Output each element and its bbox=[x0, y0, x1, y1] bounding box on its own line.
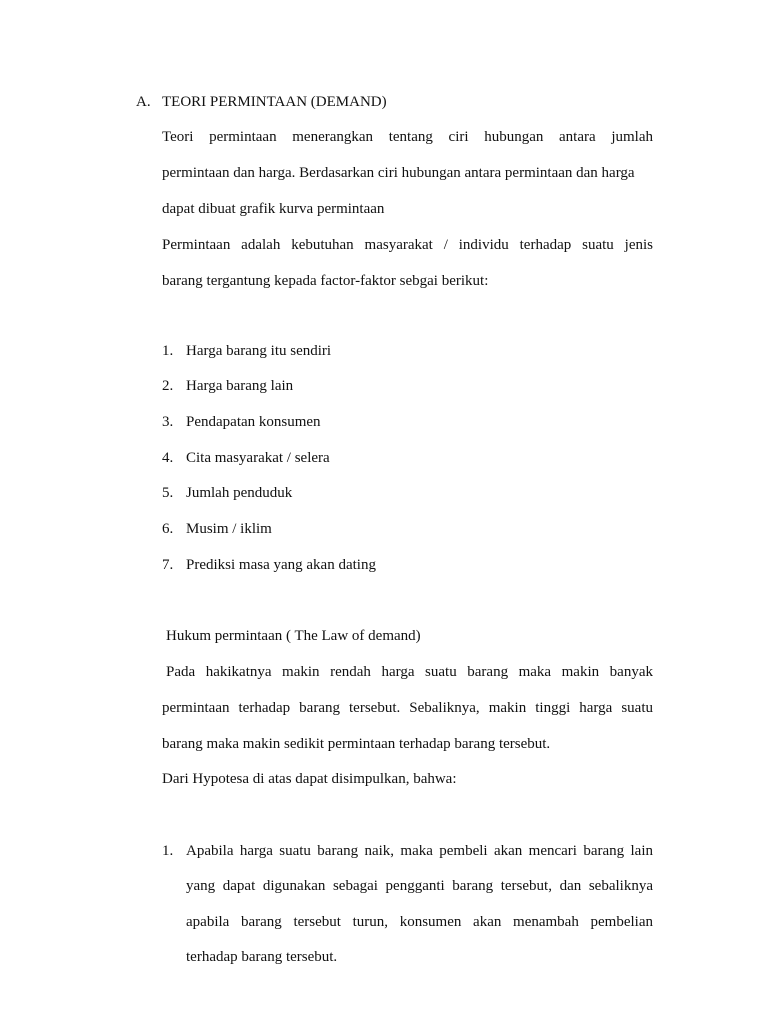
conclusion-line-2: yang dapat digunakan sebagai pengganti barang tersebut, dan sebaliknya bbox=[186, 878, 653, 894]
conclusion-line-1: Apabila harga suatu barang naik, maka pembeli akan mencari barang lain bbox=[186, 843, 653, 859]
factor-number: 4. bbox=[162, 450, 174, 466]
paragraph2-line-1: Permintaan adalah kebutuhan masyarakat / individu terhadap suatu jenis bbox=[162, 237, 653, 253]
conclusion-line-3: apabila barang tersebut turun, konsumen akan menambah pembelian bbox=[186, 914, 653, 930]
factor-number: 2. bbox=[162, 378, 174, 394]
factor-item: Harga barang lain bbox=[186, 378, 294, 394]
law-line-1: Pada hakikatnya makin rendah harga suatu barang maka makin banyak bbox=[166, 664, 653, 680]
factor-number: 5. bbox=[162, 485, 174, 501]
paragraph1-line-1: Teori permintaan menerangkan tentang ciri hubungan antara jumlah bbox=[162, 129, 653, 145]
paragraph1-line-2: permintaan dan harga. Berdasarkan ciri hubungan antara permintaan dan harga bbox=[162, 165, 635, 181]
law-line-3: barang maka makin sedikit permintaan terhadap barang tersebut. bbox=[162, 736, 551, 752]
factor-item: Harga barang itu sendiri bbox=[186, 343, 332, 359]
factor-number: 1. bbox=[162, 343, 174, 359]
law-heading: Hukum permintaan ( The Law of demand) bbox=[166, 628, 421, 644]
law-conclusion: Dari Hypotesa di atas dapat disimpulkan, bahwa: bbox=[162, 771, 457, 787]
factor-item: Jumlah penduduk bbox=[186, 485, 293, 501]
factor-item: Pendapatan konsumen bbox=[186, 414, 321, 430]
paragraph2-line-2: barang tergantung kepada factor-faktor sebgai berikut: bbox=[162, 273, 489, 289]
conclusion-number: 1. bbox=[162, 843, 174, 859]
factor-item: Cita masyarakat / selera bbox=[186, 450, 330, 466]
factor-item: Musim / iklim bbox=[186, 521, 272, 537]
section-letter: A. bbox=[136, 94, 151, 110]
law-line-2: permintaan terhadap barang tersebut. Sebaliknya, makin tinggi harga suatu bbox=[162, 700, 653, 716]
paragraph1-line-3: dapat dibuat grafik kurva permintaan bbox=[162, 201, 385, 217]
factor-item: Prediksi masa yang akan dating bbox=[186, 557, 376, 573]
factor-number: 7. bbox=[162, 557, 174, 573]
conclusion-line-4: terhadap barang tersebut. bbox=[186, 949, 338, 965]
factor-number: 6. bbox=[162, 521, 174, 537]
factor-number: 3. bbox=[162, 414, 174, 430]
section-title: TEORI PERMINTAAN (DEMAND) bbox=[162, 94, 387, 110]
